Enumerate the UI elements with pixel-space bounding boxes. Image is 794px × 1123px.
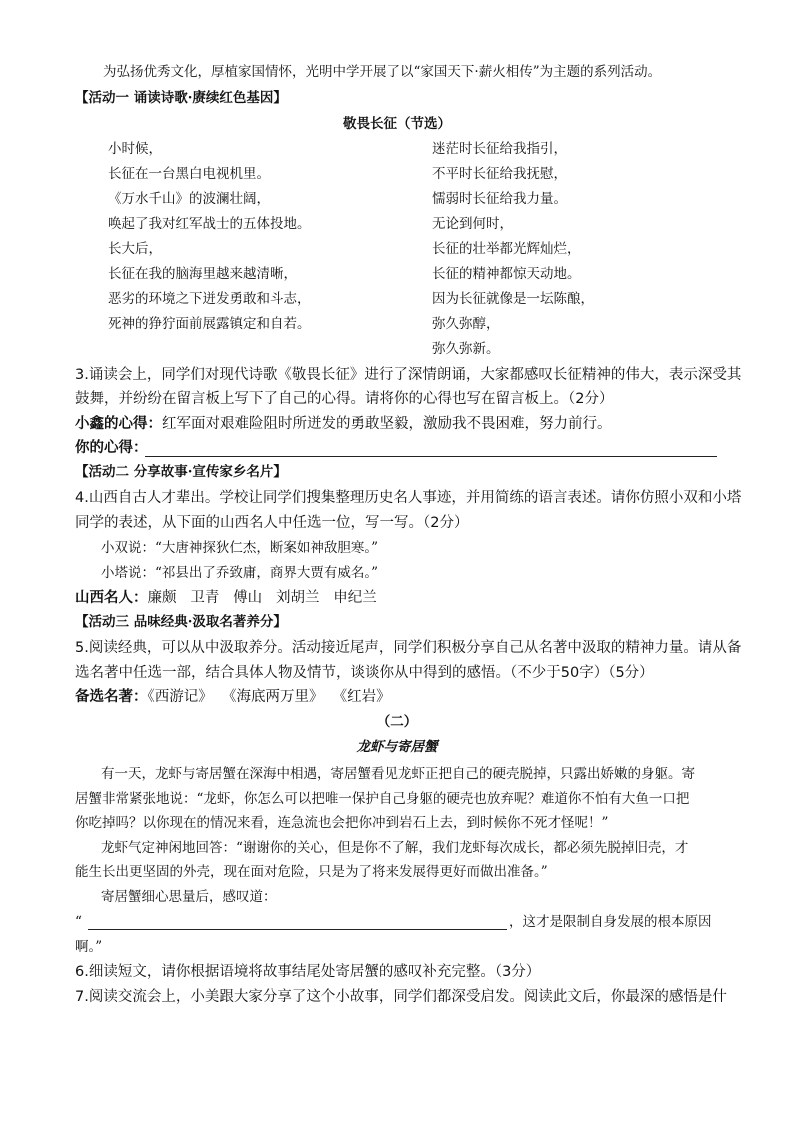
poem-right-line: 懦弱时长征给我力量。 — [432, 191, 567, 207]
section-number: （二） — [376, 714, 418, 730]
poem-left-line: 《万水千山》的波澜壮阔， — [108, 191, 270, 207]
poem-title: 敬畏长征（节选） — [343, 116, 451, 132]
question-3-text: 鼓舞，并纷纷在留言板上写下了自己的心得。请将你的心得也写在留言板上。（2分） — [75, 391, 614, 407]
question-7-text: 7.阅读交流会上，小美跟大家分享了这个小故事，同学们都深受启发。阅读此文后，你最深的感悟是什 — [75, 989, 727, 1005]
shanxi-famous-people — [75, 588, 377, 608]
poem-right-line: 不平时长征给我抚慰， — [432, 166, 567, 182]
xiaoxin-experience — [75, 414, 612, 434]
answer-line[interactable] — [145, 456, 717, 457]
your-experience-label: 你的心得： — [75, 440, 148, 456]
poem-left-line: 长征在我的脑海里越来越清晰， — [108, 266, 297, 282]
story-paragraph: 居蟹非常紧张地说：“龙虾，你怎么可以把唯一保护自己身躯的硬壳也放弃呢？难道你不怕有大鱼一口把 — [75, 791, 690, 807]
poem-right-line: 迷茫时长征给我指引， — [432, 141, 567, 157]
poem-right-line: 弥久弥醇， — [432, 316, 500, 332]
xiaoxin-label: 小鑫的心得： — [75, 416, 162, 432]
story-paragraph: 有一天，龙虾与寄居蟹在深海中相遇，寄居蟹看见龙虾正把自己的硬壳脱掉，只露出娇嫩的身躯。寄 — [101, 766, 695, 782]
famous-list: 廉颇 卫青 傅山 刘胡兰 申纪兰 — [147, 590, 377, 606]
activity3-heading: 【活动三 品味经典·汲取名著养分】 — [75, 614, 287, 630]
poem-left-line: 恶劣的环境之下迸发勇敢和斗志， — [108, 291, 311, 307]
question-4-text: 同学的表述，从下面的山西名人中任选一位，写一写。（2分） — [75, 515, 469, 531]
famous-label: 山西名人： — [75, 590, 148, 606]
fill-blank-line[interactable] — [88, 929, 507, 930]
story-paragraph: 你吃掉吗？以你现在的情况来看，连急流也会把你冲到岩石上去，到时候你不死才怪呢！” — [75, 815, 609, 831]
xiaoshuang-example: 小双说：“大唐神探狄仁杰，断案如神敌胆寒。” — [101, 540, 379, 556]
poem-left-line: 长征在一台黑白电视机里。 — [108, 166, 270, 182]
question-6-text: 6.细读短文，请你根据语境将故事结尾处寄居蟹的感叹补充完整。（3分） — [75, 964, 541, 980]
poem-right-line: 弥久弥新。 — [432, 341, 500, 357]
books-label: 备选名著： — [75, 689, 148, 705]
poem-right-line: 因为长征就像是一坛陈酿， — [432, 291, 594, 307]
xiaoxin-text: 红军面对艰难险阻时所迸发的勇敢坚毅，激励我不畏困难，努力前行。 — [162, 416, 612, 432]
poem-left-line: 长大后， — [108, 241, 162, 257]
poem-left-line: 死神的狰狞面前展露镇定和自若。 — [108, 316, 311, 332]
question-4-text: 4.山西自古人才辈出。学校让同学们搜集整理历史名人事迹，并用简练的语言表述。请你仿照小双和小塔 — [75, 490, 742, 506]
poem-left-line: 唤起了我对红军战士的五体投地。 — [108, 216, 311, 232]
poem-right-line: 长征的壮举都光辉灿烂， — [432, 241, 581, 257]
books-list: 《西游记》 《海底两万里》 《红岩》 — [147, 689, 391, 705]
story-title: 龙虾与寄居蟹 — [356, 739, 438, 755]
blank-line-2: 啊。” — [75, 939, 103, 955]
story-paragraph: 龙虾气定神闲地回答：“谢谢你的关心，但是你不了解，我们龙虾每次成长，都必须先脱掉旧壳，才 — [101, 840, 689, 856]
story-paragraph: 寄居蟹细心思量后，感叹道： — [101, 889, 277, 905]
optional-books — [75, 687, 391, 707]
intro-text: 为弘扬优秀文化，厚植家国情怀，光明中学开展了以“家国天下·薪火相传”为主题的系列活动。 — [103, 64, 662, 80]
question-3-text: 3.诵读会上，同学们对现代诗歌《敬畏长征》进行了深情朗诵，大家都感叹长征精神的伟大，表示深受其 — [75, 367, 742, 383]
blank-tail-text: ，这才是限制自身发展的根本原因 — [509, 914, 712, 930]
poem-right-line: 长征的精神都惊天动地。 — [432, 266, 581, 282]
xiaota-example: 小塔说：“祁县出了乔致庸，商界大贾有威名。” — [101, 565, 379, 581]
question-5-text: 选名著中任选一部，结合具体人物及情节，谈谈你从中得到的感悟。（不少于50字）（5分） — [75, 665, 654, 681]
blank-open-quote: “ — [75, 914, 82, 930]
story-paragraph: 能生长出更坚固的外壳，现在面对危险，只是为了将来发展得更好而做出准备。” — [75, 864, 548, 880]
activity2-heading: 【活动二 分享故事·宣传家乡名片】 — [75, 464, 287, 480]
question-5-text: 5.阅读经典，可以从中汲取养分。活动接近尾声，同学们积极分享自己从名著中汲取的精神力量。请从备 — [75, 640, 742, 656]
poem-left-line: 小时候， — [108, 141, 162, 157]
poem-right-line: 无论到何时， — [432, 216, 513, 232]
activity1-heading: 【活动一 诵读诗歌·赓续红色基因】 — [75, 90, 287, 106]
